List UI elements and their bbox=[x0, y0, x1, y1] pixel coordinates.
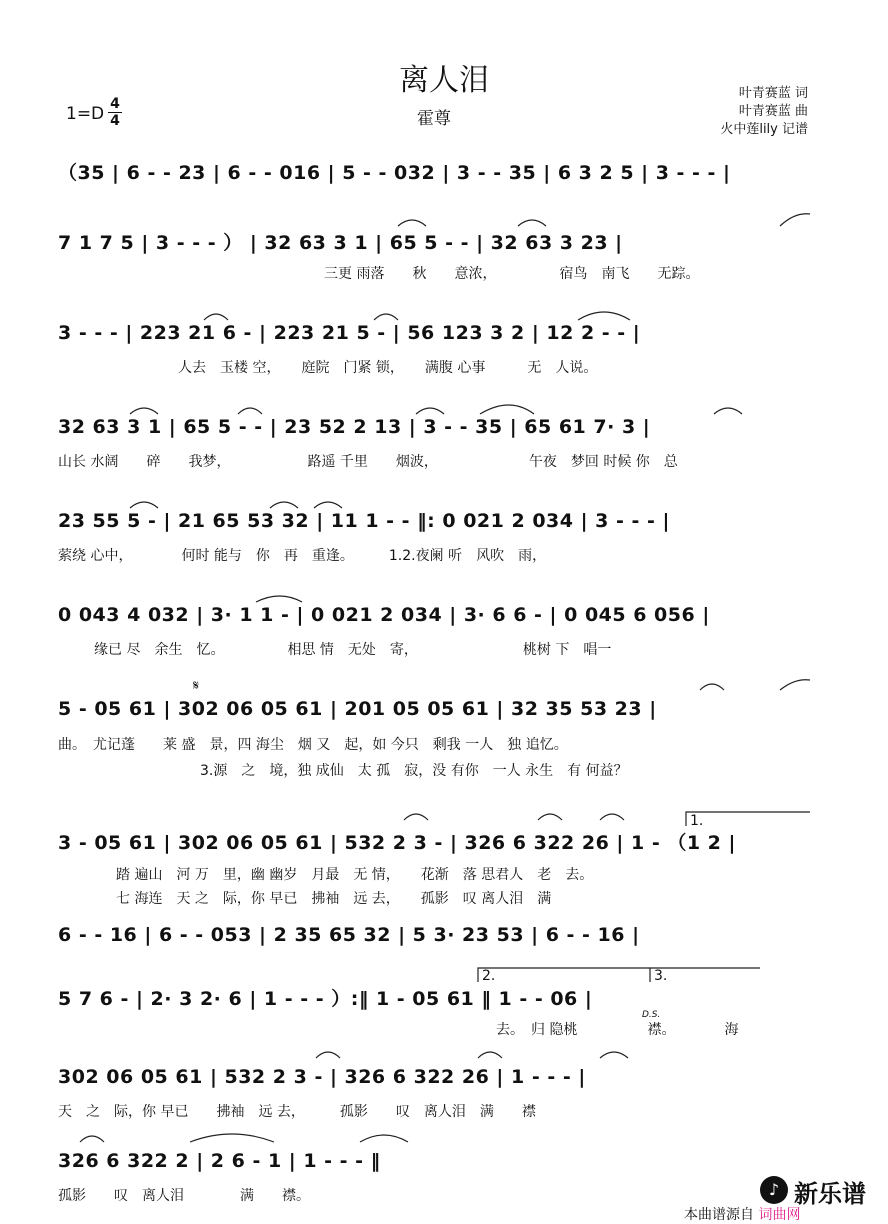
dal-segno-mark: D.S. bbox=[642, 1010, 661, 1020]
source-footer-link[interactable]: 词曲网 bbox=[758, 1207, 801, 1223]
volta-3-bracket bbox=[650, 968, 760, 982]
slur bbox=[256, 596, 302, 602]
singer-name: 霍尊 bbox=[417, 109, 451, 129]
slur bbox=[538, 814, 562, 820]
score-line-8: 3 - 05 61 | 302 06 05 61 | 532 2 3 - | 326 6 322 26 | 1 - （1 2 | bbox=[58, 832, 736, 854]
slur bbox=[204, 314, 228, 320]
time-signature-top: 4 bbox=[110, 96, 120, 112]
lyric-line-8b: 七 海连 天 之 际，你 早已 拂袖 远 去， 孤影 叹 离人泪 满 bbox=[116, 891, 552, 907]
lyric-line-11: 天 之 际，你 早已 拂袖 远 去， 孤影 叹 离人泪 满 襟 bbox=[58, 1104, 536, 1120]
score-line-3: 3 - - - | 223 21 6 - | 223 21 5 - | 56 123 3 2 | 12 2 - - | bbox=[58, 322, 641, 344]
lyric-line-6: 缘已 尽 余生 忆。 相思 情 无处 寄， 桃树 下 唱一 bbox=[94, 642, 612, 658]
segno-sign: 𝄋 bbox=[193, 678, 200, 694]
lyric-line-2: 三更 雨落 秋 意浓， 宿鸟 南飞 无踪。 bbox=[324, 266, 700, 282]
slur bbox=[130, 408, 158, 414]
slur bbox=[398, 220, 426, 226]
slur bbox=[316, 1052, 340, 1058]
lyric-line-3: 人去 玉楼 空， 庭院 门紧 锁， 满腹 心事 无 人说。 bbox=[178, 360, 598, 376]
lyric-line-8a: 踏 遍山 河 万 里，幽 幽岁 月最 无 情， 花渐 落 思君人 老 去。 bbox=[116, 867, 594, 883]
score-line-11: 302 06 05 61 | 532 2 3 - | 326 6 322 26 | 1 - - - | bbox=[58, 1066, 586, 1088]
slur bbox=[700, 684, 724, 690]
slur bbox=[478, 1052, 502, 1058]
lyricist-credit: 叶青赛蓝 词 bbox=[738, 86, 808, 101]
score-line-12: 326 6 322 2 | 2 6 - 1 | 1 - - - ‖ bbox=[58, 1150, 381, 1172]
volta-1-label: 1. bbox=[690, 813, 704, 829]
lyric-line-7b: 3.源 之 境，独 成仙 太 孤 寂，没 有你 一人 永生 有 何益？ bbox=[200, 763, 628, 779]
page-title: 离人泪 bbox=[399, 63, 489, 98]
slur bbox=[190, 1134, 274, 1142]
lyric-line-7a: 曲。 尤记蓬 莱 盛 景，四 海尘 烟 又 起，如 今只 剩我 一人 独 追忆。 bbox=[58, 737, 568, 753]
time-signature-bottom: 4 bbox=[110, 113, 120, 129]
slur bbox=[714, 408, 742, 414]
slur bbox=[314, 502, 342, 508]
slur bbox=[416, 408, 444, 414]
source-footer bbox=[684, 1204, 800, 1224]
lyric-line-5: 萦绕 心中， 何时 能与 你 再 重逢。 1.2.夜阑 听 风吹 雨， bbox=[58, 548, 547, 564]
volta-2-bracket bbox=[478, 968, 650, 982]
volta-2-label: 2. bbox=[482, 968, 496, 984]
slur bbox=[518, 220, 546, 226]
score-line-9: 6 - - 16 | 6 - - 053 | 2 35 65 32 | 5 3· 23 53 | 6 - - 16 | bbox=[58, 924, 640, 946]
slur bbox=[80, 1136, 104, 1142]
slur bbox=[374, 314, 398, 320]
slur bbox=[360, 1135, 408, 1142]
composer-credit: 叶青赛蓝 曲 bbox=[738, 104, 808, 119]
slur bbox=[130, 502, 158, 508]
score-line-10: 5 7 6 - | 2· 3 2· 6 | 1 - - - ）:‖ 1 - 05 61 ‖ 1 - - 06 | bbox=[58, 988, 593, 1010]
score-line-5: 23 55 5 - | 21 65 53 32 | 11 1 - - ‖: 0 021 2 034 | 3 - - - | bbox=[58, 510, 670, 532]
volta-3-label: 3. bbox=[654, 968, 668, 984]
source-footer-text: 本曲谱源自 bbox=[684, 1207, 754, 1223]
key-signature: 1=D bbox=[66, 104, 105, 124]
score-line-7: 5 - 05 61 | 302 06 05 61 | 201 05 05 61 | 32 35 53 23 | bbox=[58, 698, 657, 720]
score-line-6: 0 043 4 032 | 3· 1 1 - | 0 021 2 034 | 3· 6 6 - | 0 045 6 056 | bbox=[58, 604, 710, 626]
slur bbox=[404, 814, 428, 820]
slur bbox=[480, 405, 534, 414]
transcriber-credit: 火中莲lily 记谱 bbox=[720, 122, 808, 137]
watermark-logo-text: 新乐谱 bbox=[794, 1180, 866, 1208]
volta-1-bracket bbox=[686, 812, 810, 826]
slur bbox=[600, 1052, 628, 1058]
slur bbox=[600, 814, 624, 820]
slur bbox=[780, 680, 810, 690]
slur bbox=[270, 502, 298, 508]
slur bbox=[780, 214, 810, 226]
slur bbox=[238, 408, 262, 414]
slur bbox=[578, 312, 630, 320]
lyric-line-10: 去。 归 隐桃 襟。 海 bbox=[496, 1022, 739, 1038]
lyric-line-4: 山长 水阔 碎 我梦， 路遥 千里 烟波， 午夜 梦回 时候 你 总 bbox=[58, 454, 678, 470]
lyric-line-12: 孤影 叹 离人泪 满 襟。 bbox=[58, 1188, 310, 1204]
score-line-1: （35 | 6 - - 23 | 6 - - 016 | 5 - - 032 | 3 - - 35 | 6 3 2 5 | 3 - - - | bbox=[58, 162, 731, 184]
score-line-4: 32 63 3 1 | 65 5 - - | 23 52 2 13 | 3 - - 35 | 65 61 7· 3 | bbox=[58, 416, 651, 438]
score-line-2: 7 1 7 5 | 3 - - - ） | 32 63 3 1 | 65 5 - - | 32 63 3 23 | bbox=[58, 232, 623, 254]
logo-disc-icon: ♪ bbox=[760, 1176, 788, 1204]
